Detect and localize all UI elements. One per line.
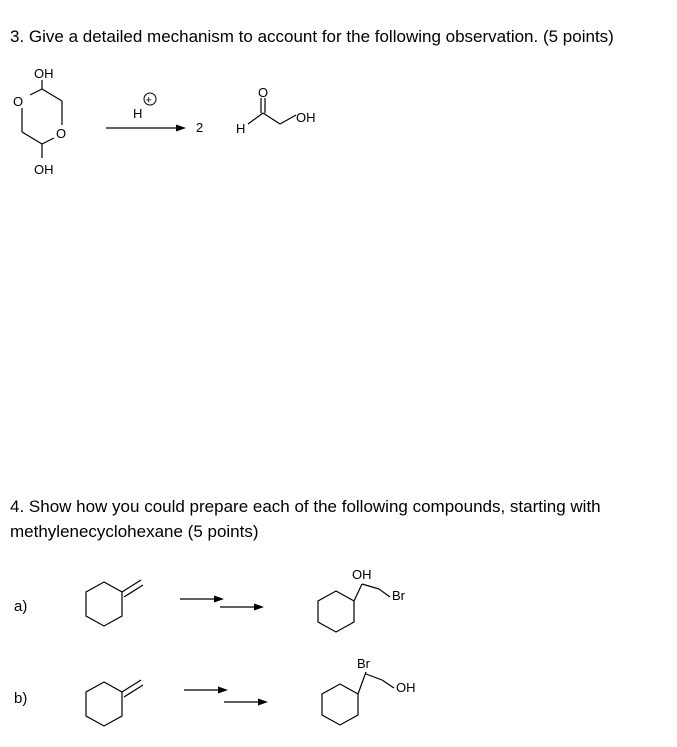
question-3-title: 3. Give a detailed mechanism to account for the following observation. (5 points) — [10, 27, 614, 46]
q4a-arrow-2-head — [254, 604, 264, 611]
q4b-exocyclic-double-bond — [122, 680, 141, 692]
q3-reactant-o-left: O — [13, 94, 24, 109]
q3-product-bond — [248, 113, 263, 124]
q4a-product-ring — [318, 591, 354, 632]
q3-product-oh: OH — [296, 110, 316, 125]
q4b-product — [322, 656, 416, 725]
part-a-label: a) — [14, 598, 28, 615]
q4b-starting-material — [86, 680, 143, 726]
question-4-title-line-2: methylenecyclohexane (5 points) — [10, 522, 259, 541]
q4b-exocyclic-double-bond — [124, 685, 143, 697]
q4b-arrows — [184, 687, 268, 706]
q4a-product — [318, 567, 406, 632]
q3-arrow-head — [176, 125, 186, 132]
q4b-arrow-2-head — [258, 699, 268, 706]
q4b-product-oh: OH — [396, 680, 416, 695]
q3-reactant-oh-bottom: OH — [34, 162, 54, 177]
q4b-arrow-1-head — [218, 687, 228, 694]
q4a-product-ch2-br-bond — [379, 589, 390, 597]
q3-product-h: H — [236, 121, 246, 136]
q4a-product-br: Br — [392, 588, 405, 603]
q3-product-bond — [280, 115, 296, 124]
q3-reactant-o-right: O — [56, 126, 67, 141]
q3-reactant-oh-top: OH — [34, 66, 54, 81]
part-b-label: b) — [14, 690, 28, 707]
question-4-title-line-1: 4. Show how you could prepare each of the following compounds, starting with — [10, 497, 601, 516]
q4b-product-c-br-bond — [358, 672, 366, 694]
q3-reagent-h: H — [133, 106, 143, 121]
q4a-cyclohexane-ring — [86, 582, 122, 626]
q4b-product-ch2-oh-bond — [382, 680, 394, 688]
q3-reactant-bond — [22, 132, 42, 144]
q4a-exocyclic-double-bond — [124, 585, 143, 597]
q4a-product-oh: OH — [352, 567, 372, 582]
q3-product-o-carbonyl: O — [258, 85, 269, 100]
q3-positive-charge-sign: + — [145, 94, 152, 107]
q3-product-bond — [263, 113, 280, 124]
q4a-arrows — [180, 596, 264, 611]
q3-reactant-bond — [42, 138, 54, 144]
q4a-arrow-1-head — [214, 596, 224, 603]
q4b-cyclohexane-ring — [86, 682, 122, 726]
q3-reactant-bond — [30, 89, 42, 95]
q4b-product-ch2-bond — [366, 674, 382, 680]
q4a-product-c-oh-bond — [354, 584, 362, 601]
q4a-product-ch2-bond — [362, 584, 379, 589]
q4a-starting-material — [86, 580, 143, 626]
q4b-product-br: Br — [357, 656, 370, 671]
q3-reaction-arrow — [106, 93, 186, 132]
q4b-product-ring — [322, 684, 358, 725]
q3-product-structure — [196, 85, 316, 136]
q4a-exocyclic-double-bond — [122, 580, 141, 592]
q3-coefficient: 2 — [196, 120, 204, 135]
q3-reactant-structure — [13, 66, 66, 177]
q3-reactant-bond — [42, 89, 62, 101]
